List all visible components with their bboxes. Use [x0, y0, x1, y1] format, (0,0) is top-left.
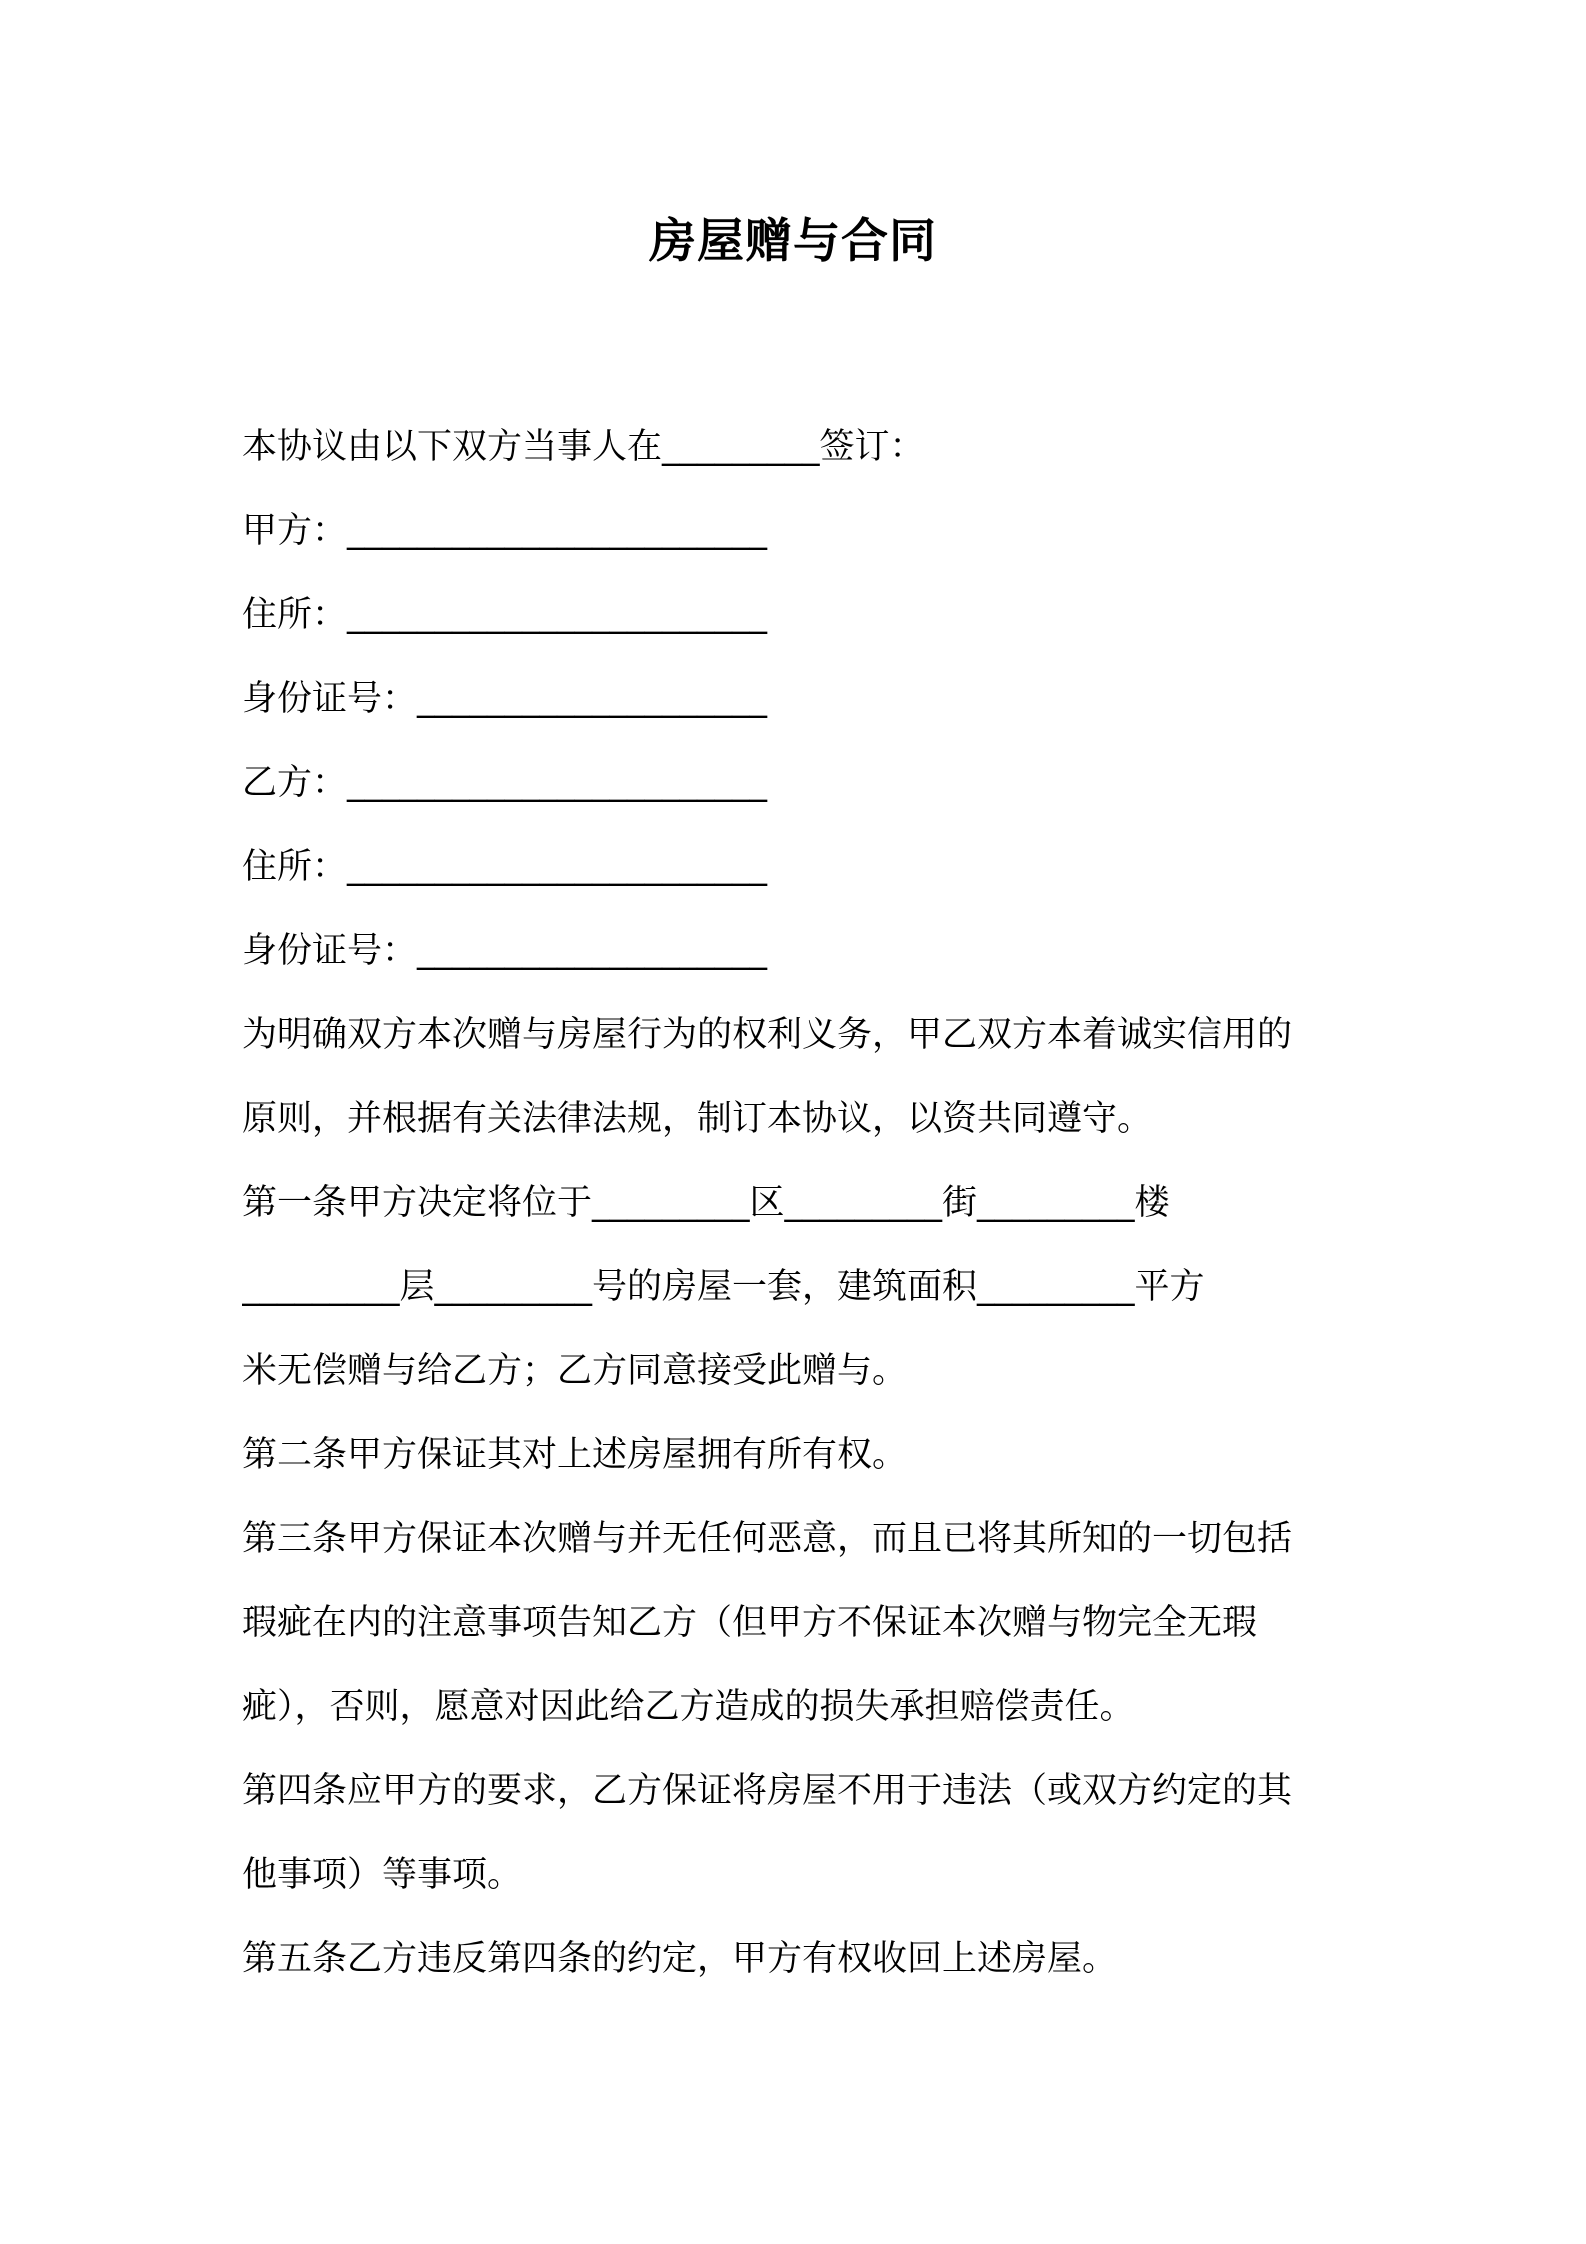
article-1-line-2: _________层_________号的房屋一套，建筑面积_________平方: [242, 1267, 1205, 1307]
article-3-line-1: 第三条甲方保证本次赠与并无任何恶意，而且已将其所知的一切包括: [242, 1519, 1293, 1559]
purpose-line-1: 为明确双方本次赠与房屋行为的权利义务，甲乙双方本着诚实信用的: [242, 1015, 1293, 1055]
party-a-id-line: 身份证号：____________________: [242, 679, 768, 719]
article-2-line: 第二条甲方保证其对上述房屋拥有所有权。: [242, 1435, 908, 1475]
party-a-name-line: 甲方：________________________: [242, 511, 768, 551]
article-1-line-3: 米无偿赠与给乙方；乙方同意接受此赠与。: [242, 1351, 908, 1391]
article-5-line: 第五条乙方违反第四条的约定，甲方有权收回上述房屋。: [242, 1939, 1118, 1979]
purpose-line-2: 原则，并根据有关法律法规，制订本协议，以资共同遵守。: [242, 1099, 1153, 1139]
party-b-name-line: 乙方：________________________: [242, 763, 768, 803]
article-1-line-1: 第一条甲方决定将位于_________区_________街_________楼: [242, 1183, 1170, 1223]
document-title: 房屋赠与合同: [649, 214, 937, 269]
article-3-line-2: 瑕疵在内的注意事项告知乙方（但甲方不保证本次赠与物完全无瑕: [242, 1603, 1258, 1643]
article-4-line-2: 他事项）等事项。: [242, 1855, 523, 1895]
intro-line: 本协议由以下双方当事人在_________签订：: [242, 427, 925, 467]
party-b-id-line: 身份证号：____________________: [242, 931, 768, 971]
article-3-line-3: 疵），否则，愿意对因此给乙方造成的损失承担赔偿责任。: [242, 1687, 1135, 1727]
party-b-address-line: 住所：________________________: [242, 847, 768, 887]
article-4-line-1: 第四条应甲方的要求，乙方保证将房屋不用于违法（或双方约定的其: [242, 1771, 1293, 1811]
document-body: [242, 405, 1382, 2001]
party-a-address-line: 住所：________________________: [242, 595, 768, 635]
